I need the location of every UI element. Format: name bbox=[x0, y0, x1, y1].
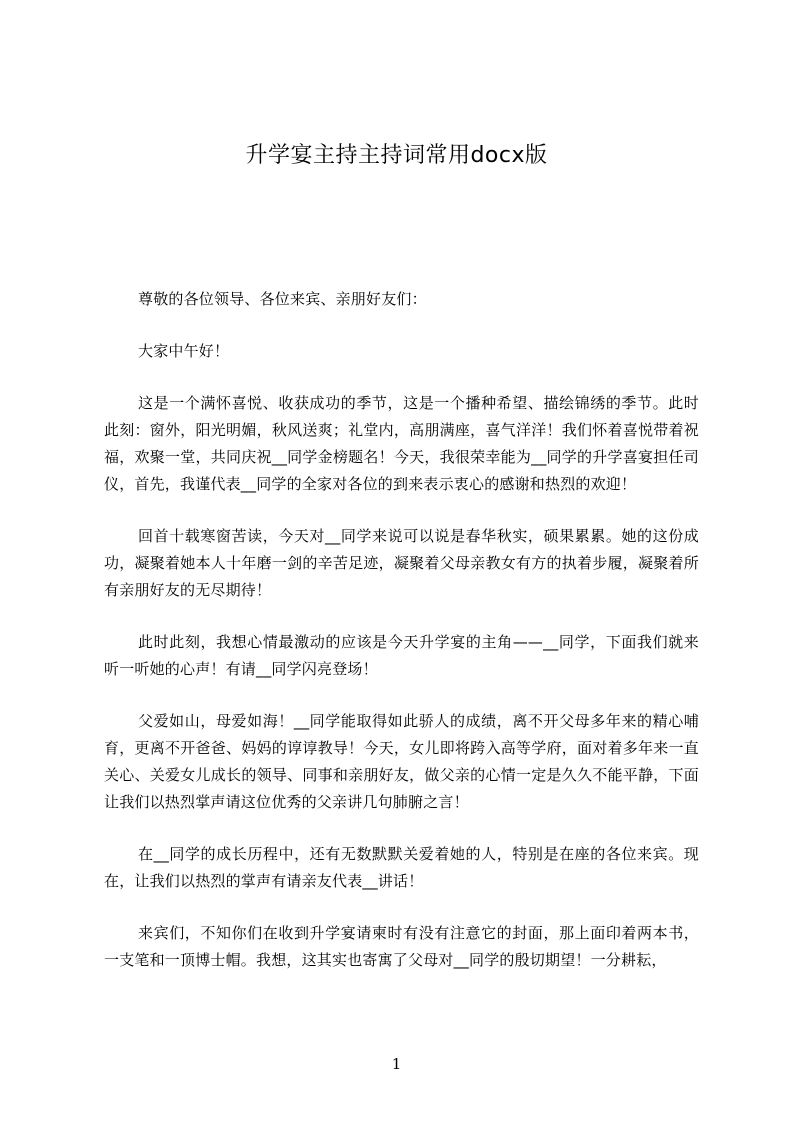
paragraph-opening: 这是一个满怀喜悦、收获成功的季节，这是一个播种希望、描绘锦绣的季节。此时此刻：窗外，阳光明媚，秋风送爽；礼堂内，高朋满座，喜气洋洋！我们怀着喜悦带着祝福，欢聚一堂，共同庆祝__同学金榜题名！今天，我很荣幸能为__同学的升学喜宴担任司仪，首先，我谨代表__同学的全家对各位的到来表示衷心的感谢和热烈的欢迎！ bbox=[104, 394, 699, 493]
paragraph-student-invitation: 此时此刻，我想心情最激动的应该是今天升学宴的主角——__同学，下面我们就来听一听她的心声！有请__同学闪亮登场！ bbox=[104, 633, 699, 678]
paragraph-father-invitation: 父爱如山，母爱如海！__同学能取得如此骄人的成绩，离不开父母多年来的精心哺育，更离不开爸爸、妈妈的谆谆教导！今天，女儿即将跨入高等学府，面对着多年来一直关心、关爱女儿成长的领导、同事和亲朋好友，做父亲的心情一定是久久不能平静，下面让我们以热烈掌声请这位优秀的父亲讲几句肺腑之言！ bbox=[104, 712, 699, 811]
paragraph-invitation-card: 来宾们，不知你们在收到升学宴请柬时有没有注意它的封面，那上面印着两本书，一支笔和一顶博士帽。我想，这其实也寄寓了父母对__同学的殷切期望！一分耕耘， bbox=[104, 924, 699, 969]
paragraph-greeting: 大家中午好！ bbox=[138, 342, 230, 360]
document-body bbox=[104, 286, 699, 999]
page-number: 1 bbox=[391, 1055, 402, 1073]
paragraph-salutation: 尊敬的各位领导、各位来宾、亲朋好友们： bbox=[138, 290, 427, 308]
paragraph-guest-invitation: 在__同学的成长历程中，还有无数默默关爱着她的人，特别是在座的各位来宾。现在，让我们以热烈的掌声有请亲友代表__讲话！ bbox=[104, 845, 699, 890]
paragraph-review: 回首十载寒窗苦读，今天对__同学来说可以说是春华秋实，硕果累累。她的这份成功，凝聚着她本人十年磨一剑的辛苦足迹，凝聚着父母亲教女有方的执着步履，凝聚着所有亲朋好友的无尽期待！ bbox=[104, 527, 699, 599]
document-title: 升学宴主持主持词常用docx版 bbox=[245, 143, 548, 168]
